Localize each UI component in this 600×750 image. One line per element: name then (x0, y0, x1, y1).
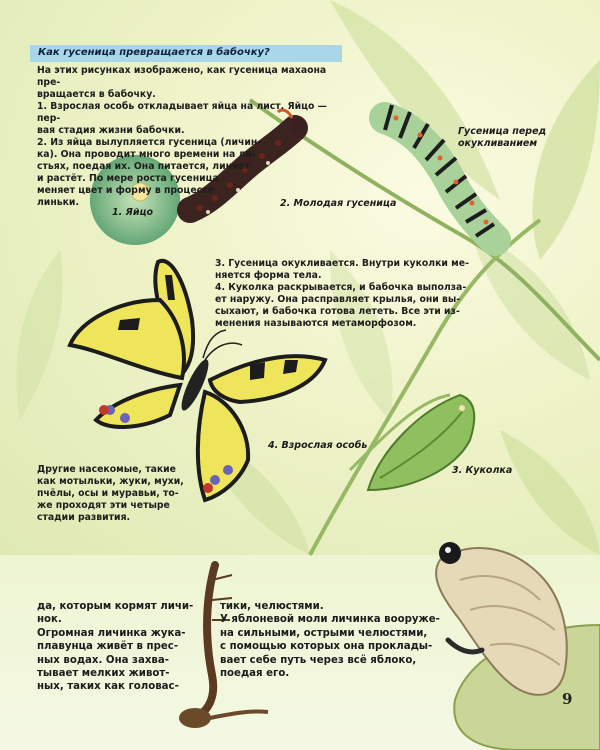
intro-text-block (37, 65, 337, 209)
caption-line: Гусеница перед (458, 126, 547, 137)
bottom-right-line: с помощью которых она проклады- (220, 641, 433, 653)
other-insects-line: Другие насекомые, такие (37, 464, 176, 475)
intro-line: ка). Она проводит много времени на ли- (37, 149, 256, 160)
intro-line: 1. Взрослая особь откладывает яйца на лист. Яйцо — пер- (37, 101, 327, 124)
stage-text-block (215, 258, 505, 330)
caption-adult: 4. Взрослая особь (268, 440, 368, 451)
bottom-right-text (220, 600, 440, 680)
bottom-left-line: да, которым кормят личи- (37, 601, 194, 612)
caption-line: окукливанием (458, 138, 538, 149)
bottom-left-line: плавунца живёт в прес- (37, 641, 179, 653)
other-insects-text (37, 464, 217, 524)
other-insects-line: же проходят эти четыре (37, 500, 170, 511)
stage-line: 4. Куколка раскрывается, и бабочка выполза- (215, 282, 467, 293)
stage-line: 3. Гусеница окукливается. Внутри куколки ме- (215, 258, 469, 269)
page-title: Как гусеница превращается в бабочку? (38, 47, 270, 58)
bottom-left-text (37, 600, 207, 694)
intro-line: вращается в бабочку. (37, 89, 156, 100)
bottom-left-line: тывает мелких живот- (37, 668, 170, 680)
intro-line: вая стадия жизни бабочки. (37, 125, 185, 136)
intro-line: стьях, поедая их. Она питается, линяет (37, 161, 250, 172)
apple-moth-larva-illustration (436, 542, 600, 750)
bottom-left-line: нок. (37, 614, 62, 626)
bottom-right-line: вает себе путь через всё яблоко, (220, 654, 417, 666)
other-insects-line: стадии развития. (37, 512, 131, 523)
bottom-right-line: тики, челюстями. (220, 601, 324, 612)
stage-line: ет наружу. Она расправляет крылья, они вы- (215, 294, 461, 305)
intro-line: 2. Из яйца вылупляется гусеница (личин- (37, 137, 262, 148)
bottom-left-line: ных, таких как головас- (37, 681, 179, 693)
intro-line: На этих рисунках изображено, как гусеница махаона пре- (37, 65, 327, 88)
other-insects-line: пчёлы, осы и муравьи, то- (37, 488, 179, 499)
intro-line: меняет цвет и форму в процессе (37, 185, 214, 196)
bottom-left-line: ных водах. Она захва- (37, 654, 169, 666)
bottom-right-line: на сильными, острыми челюстями, (220, 627, 428, 639)
stage-line: менения называются метаморфозом. (215, 318, 417, 329)
stage-line: няется форма тела. (215, 270, 322, 281)
caption-pupa: 3. Куколка (452, 465, 513, 476)
other-insects-line: как мотыльки, жуки, мухи, (37, 476, 184, 487)
intro-line: и растёт. По мере роста гусеница (37, 173, 219, 184)
stage-line: сыхают, и бабочка готова лететь. Все эти из- (215, 306, 460, 317)
bottom-right-line: поедая его. (220, 668, 290, 680)
caption-egg: 1. Яйцо (112, 207, 154, 218)
bottom-left-line: Огромная личинка жука- (37, 627, 186, 639)
caption-young-caterpillar: 2. Молодая гусеница (280, 198, 397, 209)
page-number: 9 (562, 690, 573, 708)
bottom-right-line: У яблоневой моли личинка вооруже- (220, 614, 440, 626)
caption-caterpillar-before-pupa (458, 126, 546, 150)
intro-line: линьки. (37, 197, 79, 208)
